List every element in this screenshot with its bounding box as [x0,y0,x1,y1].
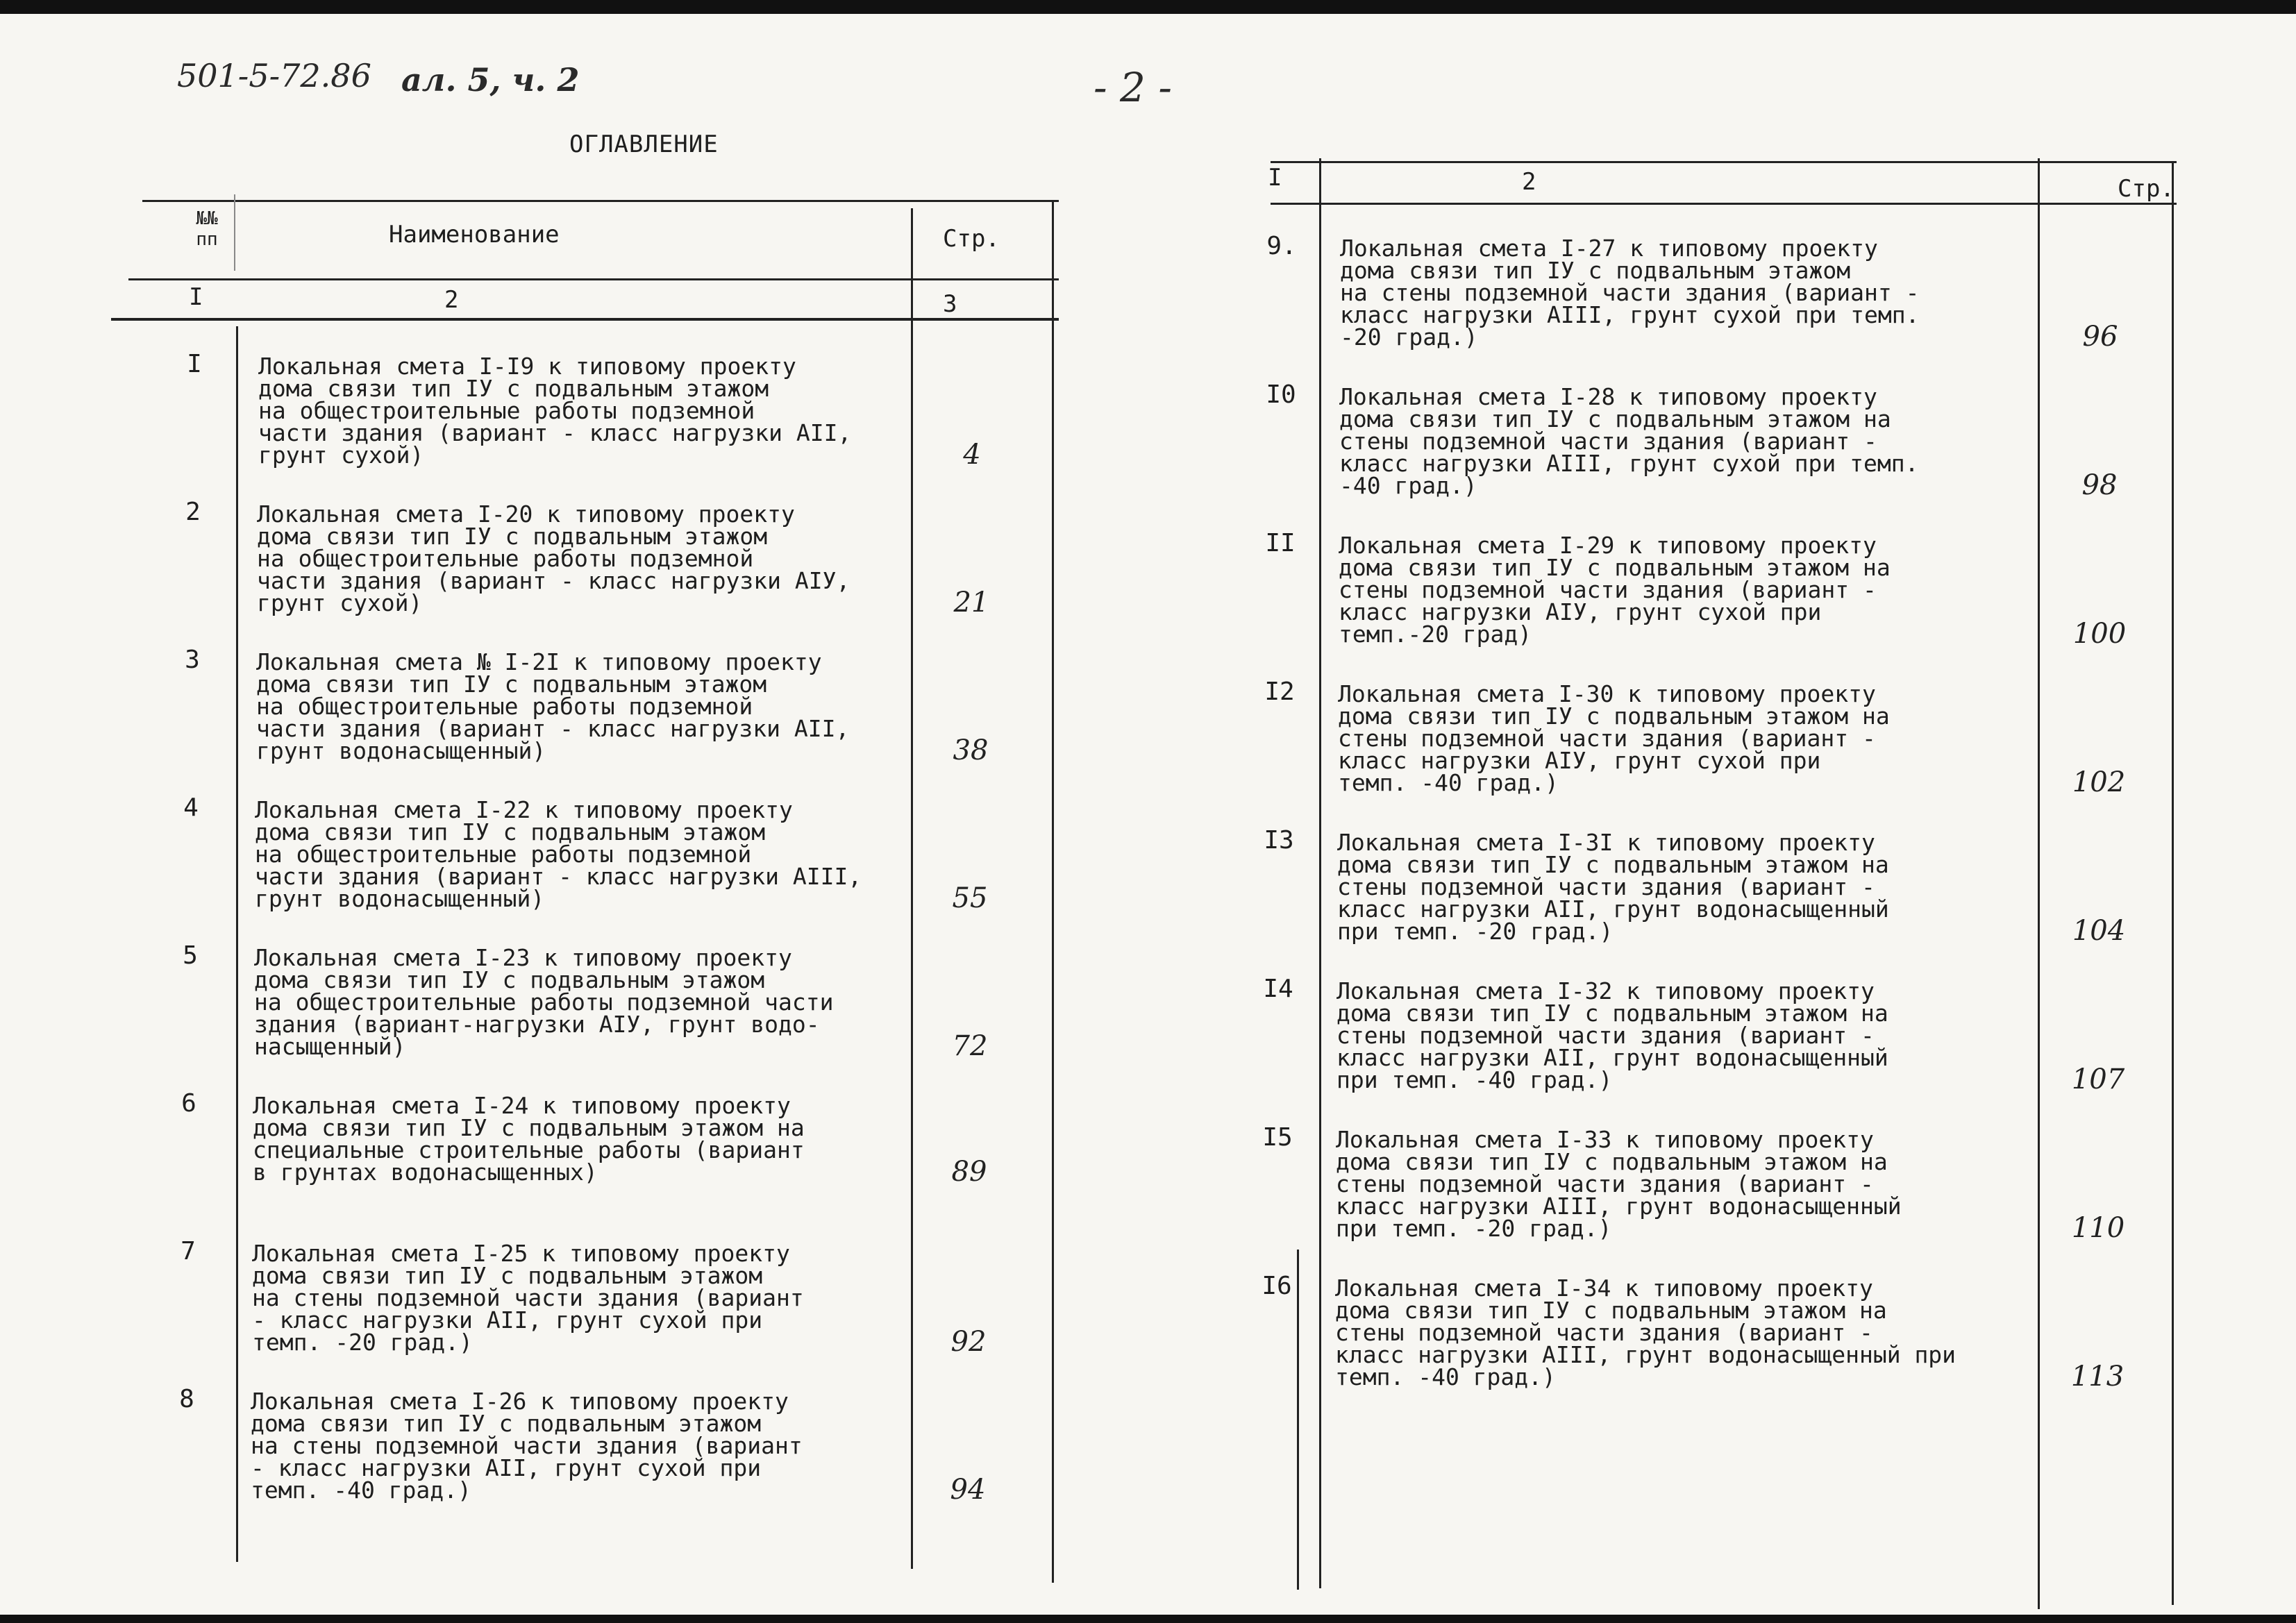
row-page: 55 [952,882,988,914]
row-description-line: на общестроительные работы подземной части [254,989,834,1016]
row-description [255,796,862,912]
row-description-line: части здания (вариант - класс нагрузки АII, [258,419,852,446]
row-description-line: класс нагрузки АIII, грунт сухой при темп. [1340,301,1920,328]
row-page: 110 [2071,1212,2125,1244]
row-description-line: части здания (вариант - класс нагрузки АIУ, [257,567,850,594]
row-description [1337,829,1889,945]
row-description-line: темп. -40 град.) [251,1477,471,1504]
row-description-line: насыщенный) [254,1033,406,1060]
row-description [1336,1126,1902,1242]
row-page: 4 [963,439,981,471]
row-description-line: дома связи тип IУ с подвальным этажом [257,523,768,550]
row-description-line: класс нагрузки АII, грунт водонасыщенный [1336,1044,1888,1071]
left-num-header: №№ пп [196,208,218,250]
left-name-header: Наименование [389,221,560,249]
row-description-line: дома связи тип IУ с подвальным этажом [1340,257,1851,284]
row-description-line: -40 град.) [1339,472,1477,499]
row-description-line: Локальная смета I-29 к типовому проекту [1339,532,1877,559]
row-number: I6 [1262,1272,1292,1300]
row-description-line: стены подземной части здания (вариант - [1337,873,1875,900]
row-page: 38 [953,734,989,766]
row-description-line: Локальная смета I-25 к типовому проекту [252,1240,790,1267]
row-description-line: части здания (вариант - класс нагрузки АII, [256,715,850,742]
row-description-line: темп. -20 град.) [252,1329,473,1356]
row-description-line: грунт водонасыщенный) [255,885,545,912]
row-page: 100 [2072,618,2127,650]
row-description [1340,235,1920,351]
right-col-divider-2 [2038,158,2040,1609]
row-description-line: дома связи тип IУ с подвальным этажом [252,1262,763,1289]
row-description [254,944,834,1060]
row-description-line: грунт водонасыщенный) [256,737,546,764]
row-description-line: стены подземной части здания (вариант - [1336,1170,1874,1197]
left-col-divider-1 [234,194,235,271]
row-number: I0 [1266,380,1296,409]
row-description-line: дома связи тип IУ с подвальным этажом [251,1410,762,1437]
row-description-line: Локальная смета I-28 к типовому проекту [1339,383,1877,410]
row-description-line: класс нагрузки АIII, грунт водонасыщенный [1336,1193,1902,1220]
row-number: I3 [1264,826,1294,855]
page-number: - 2 - [1093,64,1172,111]
right-col-divider-1 [1319,158,1321,1588]
scan-top-edge [0,0,2296,14]
left-index-rule [111,318,1059,321]
left-index-3: 3 [943,290,957,318]
row-number: I2 [1264,678,1295,706]
row-page: 98 [2081,469,2118,501]
right-col-divider-3 [2172,161,2174,1605]
row-description [257,503,850,614]
row-description-line: дома связи тип IУ с подвальным этажом на [1337,851,1889,878]
row-description-line: Локальная смета I-23 к типовому проекту [254,944,792,971]
row-description-line: -20 град.) [1340,323,1478,351]
row-description-line: Локальная смета I-I9 к типовому проекту [258,353,796,380]
row-number: 7 [181,1237,196,1265]
row-page: 102 [2072,766,2126,798]
row-description-line: специальные строительные работы (вариант [253,1136,805,1163]
row-description-line: Локальная смета I-24 к типовому проекту [253,1092,791,1119]
row-description-line: - класс нагрузки АII, грунт сухой при [252,1306,763,1334]
row-page: 92 [950,1326,987,1358]
row-description-line: дома связи тип IУ с подвальным этажом на [253,1114,805,1141]
row-description [1338,680,1890,796]
row-description-line: стены подземной части здания (вариант - [1335,1319,1873,1346]
row-description-line: Локальная смета № I-2I к типовому проекту [256,648,822,675]
row-page: 72 [952,1030,988,1062]
row-description-line: дома связи тип IУ с подвальным этажом на [1339,405,1891,432]
row-description-line: дома связи тип IУ с подвальным этажом на [1339,554,1891,581]
row-description-line: дома связи тип IУ с подвальным этажом на [1338,703,1890,730]
left-top-rule [142,200,1059,202]
doc-code: 501-5-72.86 [177,57,371,94]
row-description-line: Локальная смета I-26 к типовому проекту [251,1388,789,1415]
row-description-line: Локальная смета I-30 к типовому проекту [1338,680,1876,707]
row-description-line: здания (вариант-нагрузки АIУ, грунт водо- [254,1011,820,1038]
row-description-line: класс нагрузки АIУ, грунт сухой при [1338,747,1821,774]
row-description-line: дома связи тип IУ с подвальным этажом на [1335,1297,1887,1324]
row-page: 94 [950,1474,986,1506]
row-description-line: Локальная смета I-22 к типовому проекту [255,796,793,823]
row-description-line: класс нагрузки АIУ, грунт сухой при [1339,598,1822,625]
row-description [256,648,850,764]
right-col-divider-1b [1297,1250,1299,1590]
scan-bottom-edge [0,1615,2296,1623]
row-description-line: стены подземной части здания (вариант - [1339,428,1877,455]
row-description [251,1390,803,1502]
row-description-line: класс нагрузки АIII, грунт водонасыщенный при [1335,1341,1956,1368]
row-description-line: стены подземной части здания (вариант - [1336,1022,1875,1049]
album-note: ал. 5, ч. 2 [401,61,580,99]
row-description-line: на общестроительные работы подземной [255,841,752,868]
row-description-line: Локальная смета I-27 к типовому проекту [1340,235,1878,262]
right-page-header: Стр. [2118,175,2175,203]
row-description-line: при темп. -20 град.) [1337,918,1614,945]
row-description-line: грунт сухой) [257,589,423,616]
row-description-line: на общестроительные работы подземной [257,545,754,572]
row-description-line: класс нагрузки АII, грунт водонасыщенный [1337,895,1889,923]
row-description [253,1092,805,1186]
row-description-line: дома связи тип IУ с подвальным этажом на [1336,1000,1888,1027]
right-index-1: I [1268,164,1282,192]
row-page: 89 [951,1156,987,1188]
row-description-line: на стены подземной части здания (вариант [251,1432,803,1459]
row-description-line: дома связи тип IУ с подвальным этажом [254,966,765,993]
right-top-rule [1271,161,2177,163]
row-description [252,1240,804,1356]
left-page-header: Стр. [943,225,1000,253]
row-page: 104 [2072,915,2126,947]
row-number: 5 [183,941,198,970]
row-description-line: при темп. -40 град.) [1336,1066,1613,1093]
right-index-2: 2 [1522,168,1536,196]
row-description [1339,532,1891,648]
row-number: I [187,350,202,378]
row-number: 3 [185,646,200,674]
row-description [258,353,852,469]
row-description-line: на общестроительные работы подземной [258,397,755,424]
row-description [1335,1277,1956,1388]
row-page: 96 [2082,321,2118,353]
row-description-line: при темп. -20 град.) [1336,1215,1612,1242]
left-index-1: I [189,283,203,311]
page-title: ОГЛАВЛЕНИЕ [569,131,719,158]
row-description-line: в грунтах водонасыщенных) [253,1159,598,1186]
row-number: 6 [181,1089,196,1118]
row-description-line: темп. -40 град.) [1335,1363,1556,1390]
right-header-rule [1271,203,2177,205]
row-page: 21 [953,587,989,619]
row-description-line: темп.-20 град) [1339,621,1532,648]
left-index-2: 2 [444,286,459,314]
row-description [1339,383,1919,499]
row-description-line: Локальная смета I-33 к типовому проекту [1336,1126,1874,1153]
row-description-line: на стены подземной части здания (вариант - [1340,279,1920,306]
row-number: 4 [183,793,199,822]
row-description-line: части здания (вариант - класс нагрузки АIII, [255,863,862,890]
left-header-rule [128,278,1059,280]
row-number: I5 [1262,1123,1293,1152]
row-description-line: стены подземной части здания (вариант - [1338,725,1876,752]
row-description-line: на общестроительные работы подземной [256,693,753,720]
row-description [1336,977,1888,1093]
row-description-line: на стены подземной части здания (вариант [252,1284,804,1311]
row-description-line: Локальная смета I-20 к типовому проекту [257,501,795,528]
row-description-line: Локальная смета I-32 к типовому проекту [1336,977,1875,1004]
row-page: 113 [2070,1361,2125,1393]
left-col-divider-2 [236,326,238,1562]
row-description-line: дома связи тип IУ с подвальным этажом [256,671,767,698]
row-description-line: стены подземной части здания (вариант - [1339,576,1877,603]
row-number: I4 [1263,975,1293,1003]
row-description-line: дома связи тип IУ с подвальным этажом [255,818,766,846]
row-description-line: темп. -40 град.) [1338,769,1559,796]
row-description-line: Локальная смета I-3I к типовому проекту [1337,829,1875,856]
row-description-line: класс нагрузки АIII, грунт сухой при темп. [1339,450,1919,477]
left-col-divider-4 [1052,201,1054,1583]
row-page: 107 [2071,1063,2125,1095]
row-description-line: Локальная смета I-34 к типовому проекту [1335,1275,1873,1302]
row-description-line: - класс нагрузки АII, грунт сухой при [251,1454,762,1481]
row-number: II [1265,529,1296,557]
row-description-line: дома связи тип IУ с подвальным этажом [258,375,769,402]
row-description-line: грунт сухой) [258,442,424,469]
left-col-divider-3 [911,208,913,1569]
row-number: 8 [179,1385,194,1413]
row-number: 9. [1266,232,1297,260]
row-number: 2 [185,498,201,526]
row-description-line: дома связи тип IУ с подвальным этажом на [1336,1148,1888,1175]
